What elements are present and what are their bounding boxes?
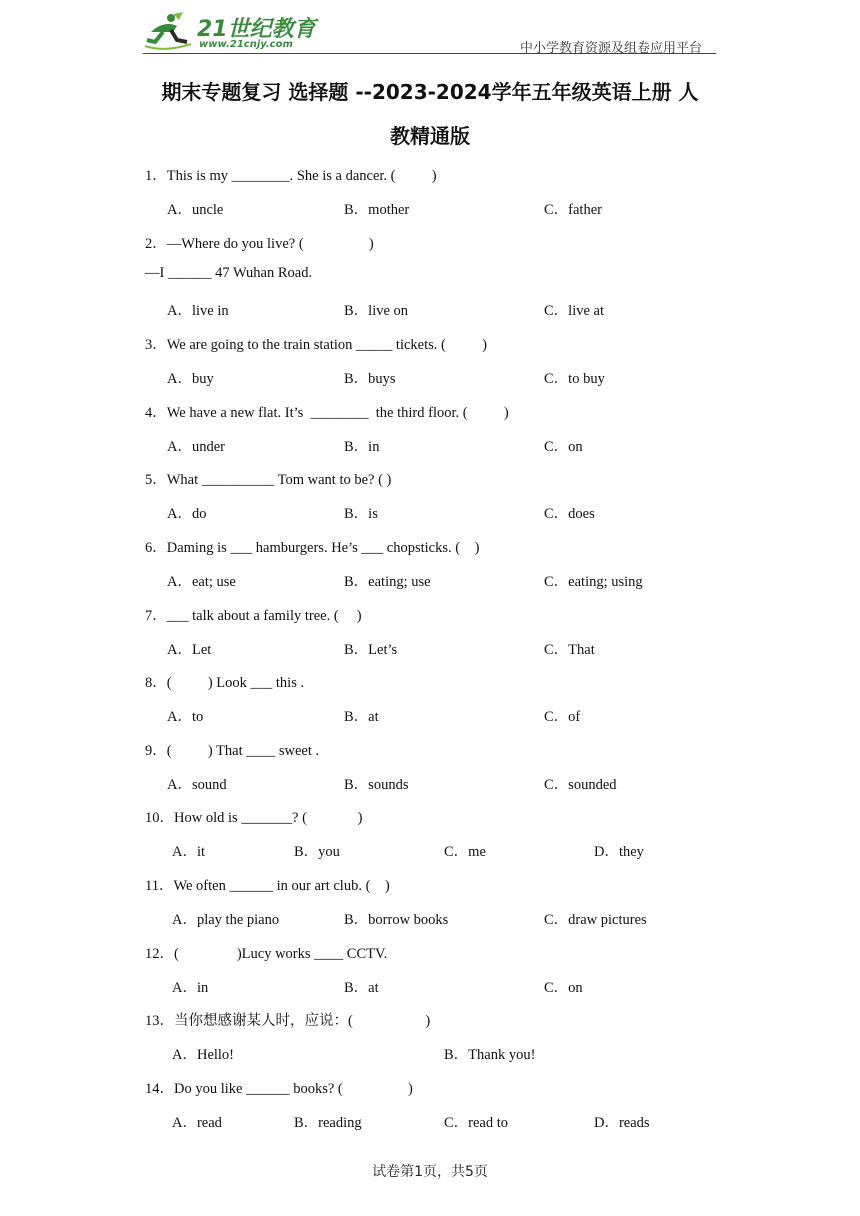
option-a[interactable]: A．Hello! [172,1047,235,1063]
option-c[interactable]: C．live at [544,303,605,319]
question-stem: 6．Daming is ___ hamburgers. He’s ___ chopsticks. ( ) [145,540,480,556]
question-stem: 5．What __________ Tom want to be? ( ) [145,472,392,488]
option-d[interactable]: D．they [594,844,644,860]
question-stem: 9．( ) That ____ sweet . [145,743,320,759]
option-a[interactable]: A．uncle [167,202,224,218]
option-a[interactable]: A．it [172,844,206,860]
option-c[interactable]: C．draw pictures [544,912,647,928]
site-name: 中小学教育资源及组卷应用平台 [520,41,703,56]
option-a[interactable]: A．under [167,439,225,455]
option-c[interactable]: C．father [544,202,602,218]
option-a[interactable]: A．do [167,506,207,522]
logo-main-text: 21世纪教育 [197,17,316,42]
option-b[interactable]: B．you [294,844,340,860]
option-b[interactable]: B．sounds [344,777,409,793]
runner-logo-icon [143,10,195,52]
option-b[interactable]: B．in [344,439,380,455]
question-stem: 12．( )Lucy works ____ CCTV. [145,946,388,962]
question-stem: 13．当你想感谢某人时，应说：( ) [145,1013,431,1029]
option-b[interactable]: B．Let’s [344,642,398,658]
option-b[interactable]: B．live on [344,303,409,319]
site-logo [143,10,316,52]
question-stem: 2．—Where do you live? ( ) [145,236,374,252]
option-c[interactable]: C．on [544,439,583,455]
page-title-line-1: 期末专题复习 选择题 --2023-2024学年五年级英语上册 人 [161,80,699,104]
option-a[interactable]: A．eat; use [167,574,236,590]
question-stem: 4．We have a new flat. It’s ________ the third floor. ( ) [145,405,509,421]
option-b[interactable]: B．buys [344,371,396,387]
option-a[interactable]: A．to [167,709,204,725]
option-b[interactable]: B．at [344,709,379,725]
option-c[interactable]: C．does [544,506,595,522]
option-a[interactable]: A．play the piano [172,912,280,928]
option-c[interactable]: C．of [544,709,581,725]
option-b[interactable]: B．mother [344,202,410,218]
question-stem: 3．We are going to the train station _____ tickets. ( ) [145,337,487,353]
option-c[interactable]: C．to buy [544,371,605,387]
option-a[interactable]: A．read [172,1115,222,1131]
question-stem-line-2: —I ______ 47 Wuhan Road. [145,265,313,281]
option-d[interactable]: D．reads [594,1115,650,1131]
option-b[interactable]: B．is [344,506,378,522]
option-a[interactable]: A．Let [167,642,212,658]
option-a[interactable]: A．in [172,980,209,996]
page-footer: 试卷第1页，共5页 [372,1164,488,1180]
logo-sub-text: www.21cnjy.com [199,39,293,50]
option-c[interactable]: C．eating; using [544,574,643,590]
option-c[interactable]: C．sounded [544,777,617,793]
question-stem: 14．Do you like ______ books? ( ) [145,1081,413,1097]
option-c[interactable]: C．read to [444,1115,509,1131]
option-b[interactable]: B．Thank you! [444,1047,536,1063]
option-c[interactable]: C．That [544,642,595,658]
question-stem: 7．___ talk about a family tree. ( ) [145,608,362,624]
question-stem: 11．We often ______ in our art club. ( ) [145,878,390,894]
option-b[interactable]: B．borrow books [344,912,449,928]
option-b[interactable]: B．reading [294,1115,362,1131]
question-stem: 1．This is my ________. She is a dancer. ( ) [145,168,437,184]
question-stem: 8．( ) Look ___ this . [145,675,305,691]
option-c[interactable]: C．me [444,844,486,860]
option-a[interactable]: A．buy [167,371,214,387]
option-b[interactable]: B．eating; use [344,574,431,590]
option-a[interactable]: A．live in [167,303,229,319]
option-a[interactable]: A．sound [167,777,227,793]
page-title-line-2: 教精通版 [390,124,470,148]
header-divider [143,53,716,54]
option-b[interactable]: B．at [344,980,379,996]
question-stem: 10．How old is _______? ( ) [145,810,363,826]
option-c[interactable]: C．on [544,980,583,996]
